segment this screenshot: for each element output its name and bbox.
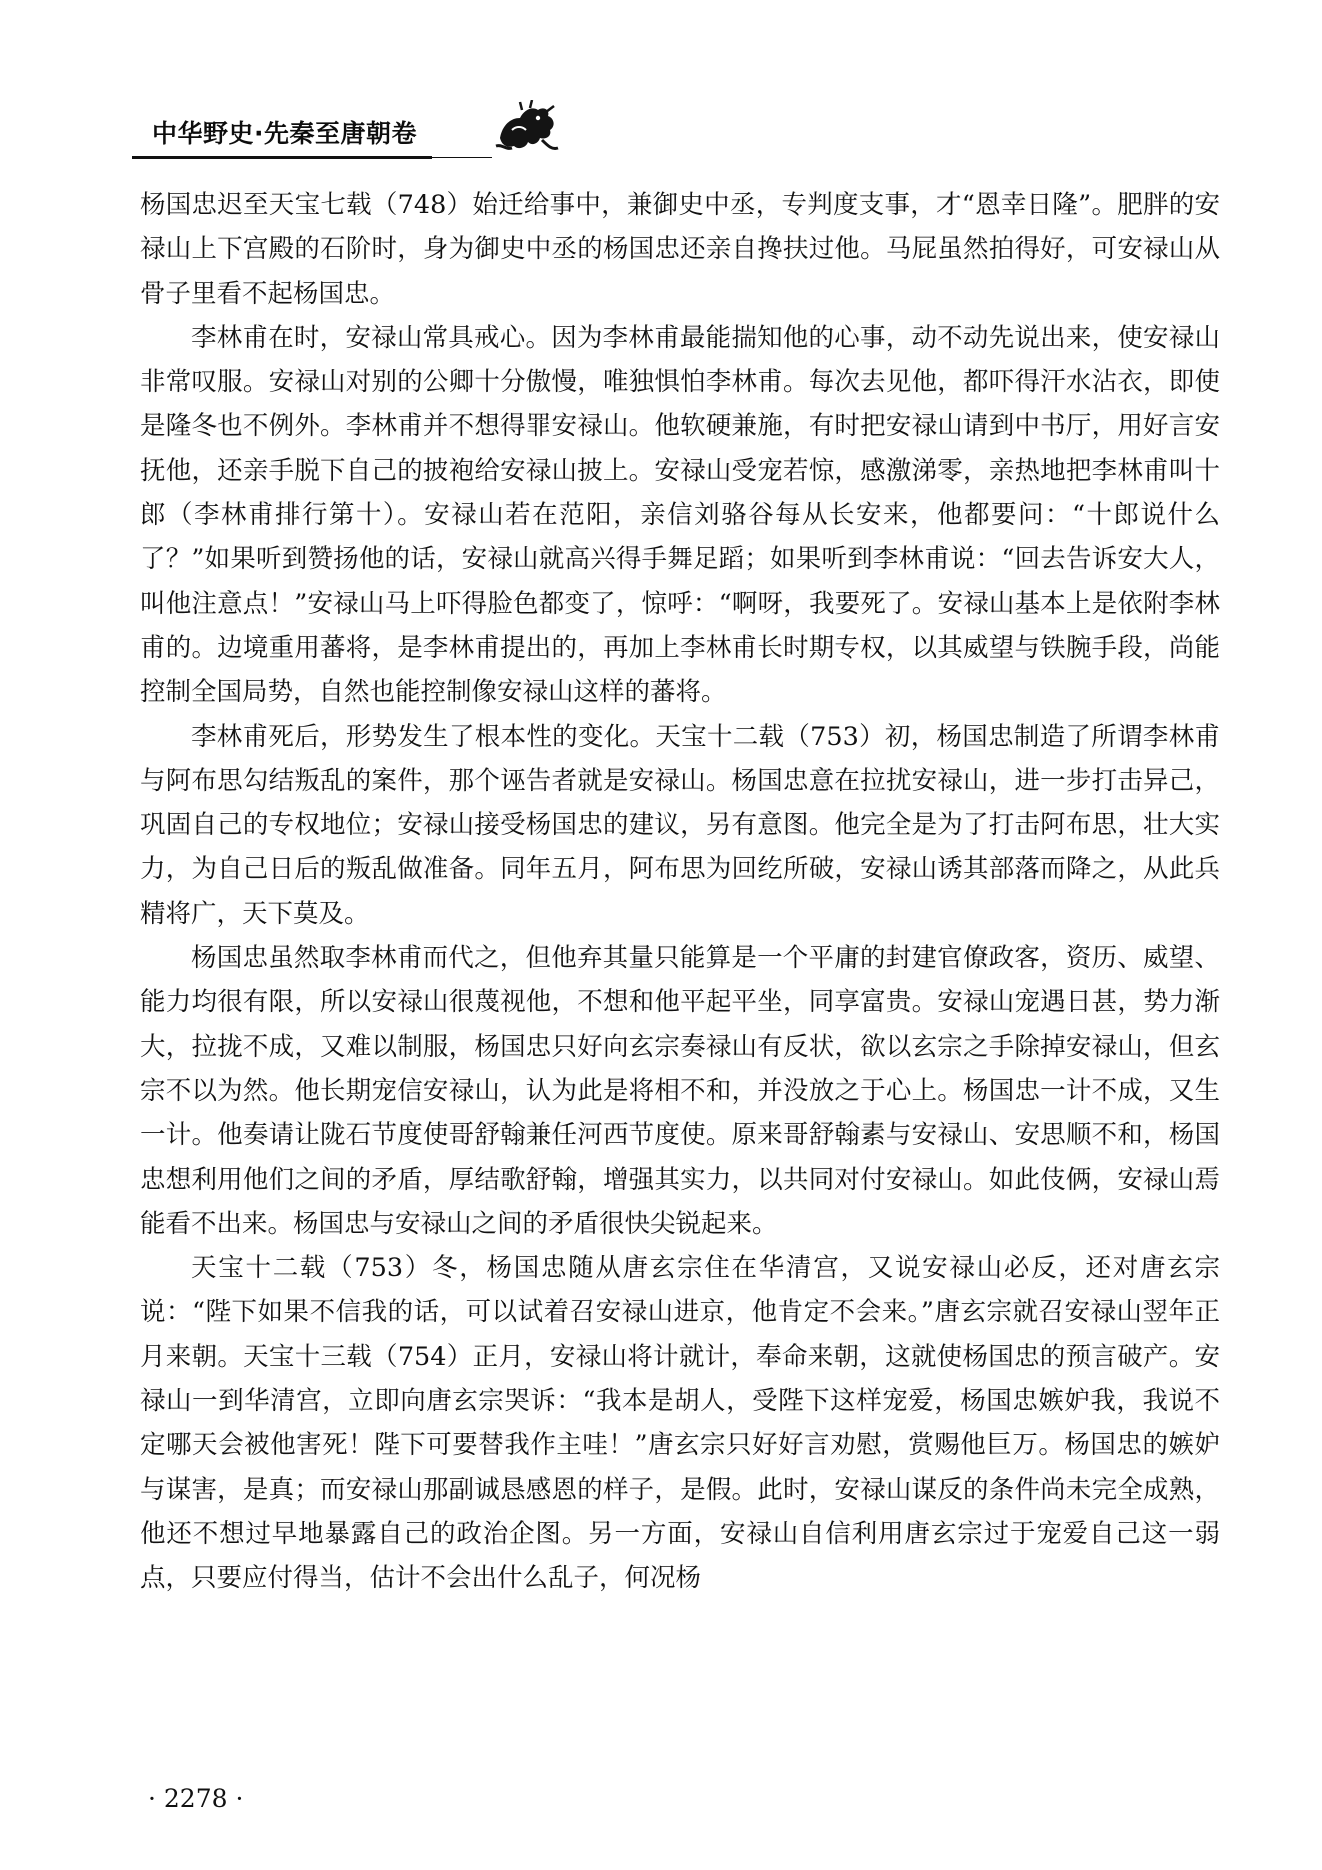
book-title: 中华野史·先秦至唐朝卷 <box>152 119 417 148</box>
paragraph: 天宝十二载（753）冬，杨国忠随从唐玄宗住在华清宫，又说安禄山必反，还对唐玄宗说：“陛下如果不信我的话，可以试着召安禄山进京，他肯定不会来。”唐玄宗就召安禄山翌年正月来朝。天宝十三载（754）正月，安禄山将计就计，奉命来朝，这就使杨国忠的预言破产。安禄山一到华清宫，立即向唐玄宗哭诉：“我本是胡人，受陛下这样宠爱，杨国忠嫉妒我，我说不定哪天会被他害死！陛下可要替我作主哇！”唐玄宗只好好言劝慰，赏赐他巨万。杨国忠的嫉妒与谋害，是真；而安禄山那副诚恳感恩的样子，是假。此时，安禄山谋反的条件尚未完全成熟，他还不想过早地暴露自己的政治企图。另一方面，安禄山自信利用唐玄宗过于宠爱自己这一弱点，只要应付得当，估计不会出什么乱子，何况杨 <box>140 1253 1220 1594</box>
page-number: · 2278 · <box>148 1784 244 1813</box>
paragraph: 李林甫死后，形势发生了根本性的变化。天宝十二载（753）初，杨国忠制造了所谓李林甫与阿布思勾结叛乱的案件，那个诬告者就是安禄山。杨国忠意在拉扰安禄山，进一步打击异己，巩固自己的专权地位；安禄山接受杨国忠的建议，另有意图。他完全是为了打击阿布思，壮大实力，为自己日后的叛乱做准备。同年五月，阿布思为回纥所破，安禄山诱其部落而降之，从此兵精将广，天下莫及。 <box>140 721 1220 929</box>
page-body <box>140 183 1220 1601</box>
header-rule-thin <box>432 157 492 158</box>
dragon-emblem-icon <box>492 100 562 158</box>
paragraph: 李林甫在时，安禄山常具戒心。因为李林甫最能揣知他的心事，动不动先说出来，使安禄山非常叹服。安禄山对别的公卿十分傲慢，唯独惧怕李林甫。每次去见他，都吓得汗水沾衣，即使是隆冬也不例外。李林甫并不想得罪安禄山。他软硬兼施，有时把安禄山请到中书厅，用好言安抚他，还亲手脱下自己的披袍给安禄山披上。安禄山受宠若惊，感激涕零，亲热地把李林甫叫十郎（李林甫排行第十）。安禄山若在范阳，亲信刘骆谷每从长安来，他都要问：“十郎说什么了？”如果听到赞扬他的话，安禄山就高兴得手舞足蹈；如果听到李林甫说：“回去告诉安大人，叫他注意点！”安禄山马上吓得脸色都变了，惊呼：“啊呀，我要死了。安禄山基本上是依附李林甫的。边境重用蕃将，是李林甫提出的，再加上李林甫长时期专权，以其威望与铁腕手段，尚能控制全国局势，自然也能控制像安禄山这样的蕃将。 <box>140 322 1220 708</box>
paragraph: 杨国忠虽然取李林甫而代之，但他弃其量只能算是一个平庸的封建官僚政客，资历、威望、能力均很有限，所以安禄山很蔑视他，不想和他平起平坐，同享富贵。安禄山宠遇日甚，势力渐大，拉拢不成，又难以制服，杨国忠只好向玄宗奏禄山有反状，欲以玄宗之手除掉安禄山，但玄宗不以为然。他长期宠信安禄山，认为此是将相不和，并没放之于心上。杨国忠一计不成，又生一计。他奏请让陇石节度使哥舒翰兼任河西节度使。原来哥舒翰素与安禄山、安思顺不和，杨国忠想利用他们之间的矛盾，厚结歌舒翰，增强其实力，以共同对付安禄山。如此伎俩，安禄山焉能看不出来。杨国忠与安禄山之间的矛盾很快尖锐起来。 <box>140 943 1220 1239</box>
header-rule <box>132 156 432 159</box>
running-header <box>132 100 1232 170</box>
paragraph: 杨国忠迟至天宝七载（748）始迁给事中，兼御史中丞，专判度支事，才“恩幸日隆”。肥胖的安禄山上下宫殿的石阶时，身为御史中丞的杨国忠还亲自搀扶过他。马屁虽然拍得好，可安禄山从骨子里看不起杨国忠。 <box>140 190 1220 309</box>
